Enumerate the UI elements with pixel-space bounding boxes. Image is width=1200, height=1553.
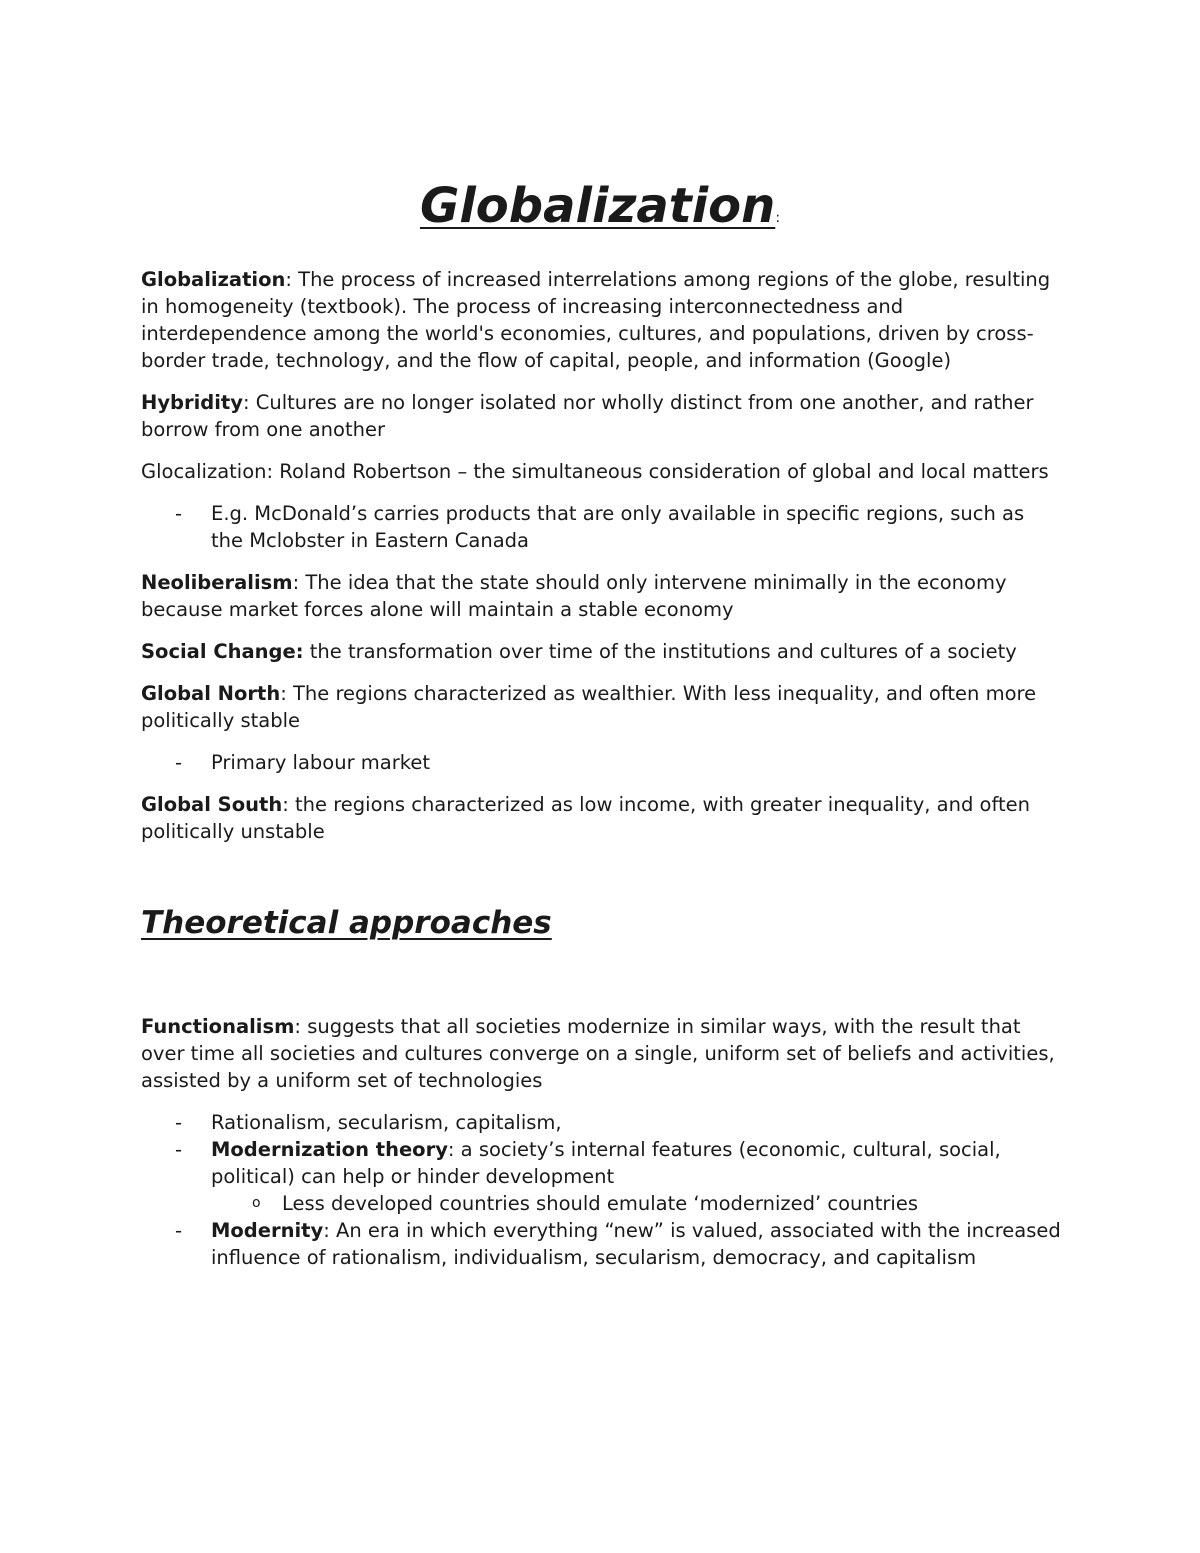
sub-list-item	[211, 1190, 1061, 1217]
global-north-list	[141, 749, 1061, 776]
term-definition: the transformation over time of the institutions and cultures of a society	[303, 640, 1017, 663]
term-definition: An era in which everything “new” is valued, associated with the increased influence of rationalism, individualism, secularism, democracy, and capitalism	[211, 1219, 1061, 1269]
dash-marker: -	[175, 751, 183, 774]
circle-marker: o	[252, 1195, 261, 1211]
term-label: Global South	[141, 793, 283, 816]
definition-hybridity	[141, 389, 1061, 443]
dash-marker: -	[175, 502, 183, 525]
list-item	[141, 500, 1061, 554]
functionalism-list	[141, 1109, 1061, 1271]
definition-neoliberalism	[141, 569, 1061, 623]
sub-list-item-text: Less developed countries should emulate ‘modernized’ countries	[282, 1192, 918, 1215]
definition-globalization	[141, 266, 1061, 374]
glocalization-example-list	[141, 500, 1061, 554]
term-definition: suggests that all societies modernize in similar ways, with the result that over time all societies and cultures converge on a single, uniform set of beliefs and activities, assisted by a uniform set of technologies	[141, 1015, 1055, 1092]
title-text: Globalization	[419, 178, 776, 235]
section-title-theoretical-approaches: Theoretical approaches	[141, 905, 552, 941]
term-label: Glocalization	[141, 460, 267, 483]
term-definition: The idea that the state should only intervene minimally in the economy because market forces alone will maintain a stable economy	[141, 571, 1007, 621]
term-label: Globalization	[141, 268, 286, 291]
term-label: Modernization theory	[211, 1138, 448, 1161]
term-label: Social Change:	[141, 640, 304, 663]
page-title	[0, 174, 1200, 250]
term-definition: Cultures are no longer isolated nor wholly distinct from one another, and rather borrow from one another	[141, 391, 1034, 441]
definition-social-change	[141, 638, 1061, 665]
term-separator: :	[292, 571, 300, 594]
list-item-text: E.g. McDonald’s carries products that are only available in specific regions, such as the Mclobster in Eastern Canada	[211, 502, 1025, 552]
definition-functionalism	[141, 1013, 1061, 1094]
term-label: Functionalism	[141, 1015, 295, 1038]
term-separator: :	[294, 1015, 301, 1038]
term-separator: :	[285, 268, 292, 291]
list-item-modernization-theory	[141, 1136, 1061, 1217]
term-separator: :	[266, 460, 274, 483]
list-item-modernity	[141, 1217, 1061, 1271]
term-definition: The process of increased interrelations among regions of the globe, resulting in homogeneity (textbook). The process of increasing interconnectedness and interdependence among the world's economies, cultures, and populations, driven by cross-border trade, technology, and the flow of capital, people, and information (Google)	[141, 268, 1051, 372]
term-label: Hybridity	[141, 391, 243, 414]
term-label: Global North	[141, 682, 281, 705]
term-label: Neoliberalism	[141, 571, 293, 594]
list-item-text: Primary labour market	[211, 751, 431, 774]
term-separator: :	[447, 1138, 455, 1161]
term-definition: the regions characterized as low income, with greater inequality, and often politically unstable	[141, 793, 1031, 843]
list-item	[141, 749, 1061, 776]
definition-glocalization	[141, 458, 1061, 485]
definition-global-north	[141, 680, 1061, 734]
definition-global-south	[141, 791, 1061, 845]
term-separator: :	[323, 1219, 330, 1242]
term-label: Modernity	[211, 1219, 324, 1242]
term-separator: :	[242, 391, 250, 414]
title-colon: :	[775, 210, 781, 227]
document-body	[141, 266, 1061, 1286]
dash-marker: -	[175, 1111, 183, 1134]
term-definition: The regions characterized as wealthier. With less inequality, and often more politically stable	[141, 682, 1037, 732]
modernization-sub-list	[211, 1190, 1061, 1217]
dash-marker: -	[175, 1138, 183, 1161]
term-definition: a society’s internal features (economic, cultural, social, political) can help or hinder development	[211, 1138, 1001, 1188]
term-separator: :	[282, 793, 289, 816]
dash-marker: -	[175, 1219, 183, 1242]
term-separator: :	[280, 682, 287, 705]
term-definition: Roland Robertson – the simultaneous consideration of global and local matters	[273, 460, 1049, 483]
list-item-text: Rationalism, secularism, capitalism,	[211, 1111, 562, 1134]
list-item	[141, 1109, 1061, 1136]
